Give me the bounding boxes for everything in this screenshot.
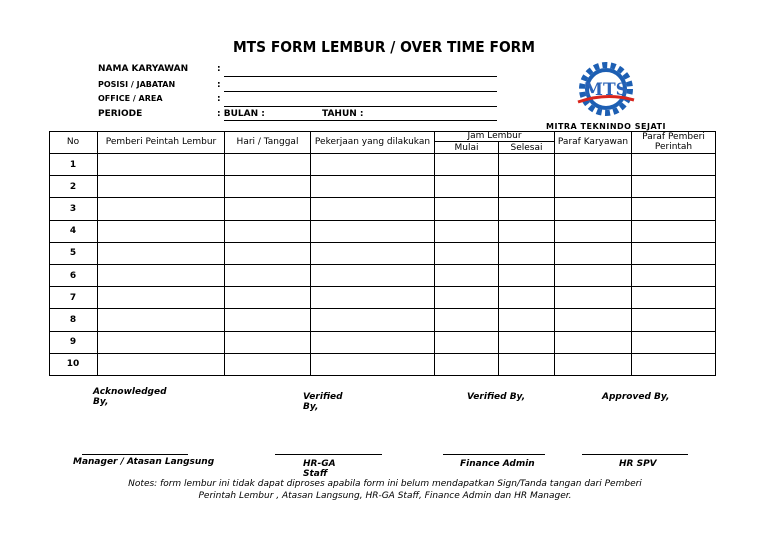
- row-pemberi-cell[interactable]: [98, 265, 225, 287]
- row-pekerjaan-cell[interactable]: [311, 221, 435, 243]
- tahun-label: TAHUN :: [322, 109, 364, 119]
- row-paraf-karyawan-cell[interactable]: [555, 221, 632, 243]
- row-no: 7: [49, 287, 98, 309]
- row-paraf-karyawan-cell[interactable]: [555, 265, 632, 287]
- office-area-field[interactable]: [224, 106, 497, 107]
- posisi-colon: :: [217, 80, 221, 90]
- row-pemberi-cell[interactable]: [98, 354, 225, 376]
- row-paraf-karyawan-cell[interactable]: [555, 332, 632, 354]
- row-paraf-pemberi-cell[interactable]: [632, 243, 716, 265]
- manager-label: Manager / Atasan Langsung: [73, 457, 215, 467]
- row-hari-cell[interactable]: [225, 309, 311, 331]
- row-pekerjaan-cell[interactable]: [311, 243, 435, 265]
- row-pekerjaan-cell[interactable]: [311, 332, 435, 354]
- row-paraf-pemberi-cell[interactable]: [632, 332, 716, 354]
- row-hari-cell[interactable]: [225, 287, 311, 309]
- row-paraf-pemberi-cell[interactable]: [632, 354, 716, 376]
- row-no: 8: [49, 309, 98, 331]
- row-mulai-cell[interactable]: [435, 309, 499, 331]
- office-area-label: OFFICE / AREA: [98, 94, 163, 103]
- row-pekerjaan-cell[interactable]: [311, 309, 435, 331]
- overtime-table: [49, 131, 716, 376]
- row-pekerjaan-cell[interactable]: [311, 354, 435, 376]
- row-pemberi-cell[interactable]: [98, 176, 225, 198]
- hrga-signature-line[interactable]: [275, 454, 382, 455]
- row-paraf-karyawan-cell[interactable]: [555, 354, 632, 376]
- row-paraf-karyawan-cell[interactable]: [555, 309, 632, 331]
- nama-karyawan-field[interactable]: [224, 76, 497, 77]
- form-title: MTS FORM LEMBUR / OVER TIME FORM: [232, 38, 536, 56]
- posisi-jabatan-label: POSISI / JABATAN: [98, 80, 176, 89]
- header-paraf-karyawan: Paraf Karyawan: [555, 131, 632, 154]
- row-paraf-pemberi-cell[interactable]: [632, 265, 716, 287]
- row-no: 4: [49, 221, 98, 243]
- periode-label: PERIODE: [98, 109, 143, 119]
- notes-line-2: Perintah Lembur , Atasan Langsung, HR-GA Staff, Finance Admin dan HR Manager.: [198, 491, 572, 501]
- row-pemberi-cell[interactable]: [98, 243, 225, 265]
- office-colon: :: [217, 94, 221, 104]
- row-selesai-cell[interactable]: [499, 309, 555, 331]
- row-no: 10: [49, 354, 98, 376]
- row-pekerjaan-cell[interactable]: [311, 198, 435, 220]
- row-selesai-cell[interactable]: [499, 354, 555, 376]
- hr-spv-label: HR SPV: [619, 459, 657, 469]
- approved-by-label: Approved By,: [602, 392, 670, 402]
- hrspv-signature-line[interactable]: [582, 454, 688, 455]
- row-hari-cell[interactable]: [225, 221, 311, 243]
- row-pekerjaan-cell[interactable]: [311, 265, 435, 287]
- row-no: 9: [49, 332, 98, 354]
- row-paraf-pemberi-cell[interactable]: [632, 287, 716, 309]
- row-paraf-pemberi-cell[interactable]: [632, 154, 716, 176]
- row-mulai-cell[interactable]: [435, 332, 499, 354]
- row-no: 3: [49, 198, 98, 220]
- row-no: 1: [49, 154, 98, 176]
- row-pekerjaan-cell[interactable]: [311, 287, 435, 309]
- row-selesai-cell[interactable]: [499, 221, 555, 243]
- row-pemberi-cell[interactable]: [98, 332, 225, 354]
- row-paraf-karyawan-cell[interactable]: [555, 176, 632, 198]
- row-mulai-cell[interactable]: [435, 154, 499, 176]
- header-pekerjaan: Pekerjaan yang dilakukan: [311, 131, 435, 154]
- row-hari-cell[interactable]: [225, 243, 311, 265]
- row-mulai-cell[interactable]: [435, 221, 499, 243]
- row-selesai-cell[interactable]: [499, 198, 555, 220]
- row-paraf-karyawan-cell[interactable]: [555, 243, 632, 265]
- posisi-jabatan-field[interactable]: [224, 91, 497, 92]
- row-paraf-karyawan-cell[interactable]: [555, 287, 632, 309]
- row-pemberi-cell[interactable]: [98, 287, 225, 309]
- hrga-staff-label: HR-GA Staff: [303, 459, 336, 479]
- row-paraf-karyawan-cell[interactable]: [555, 198, 632, 220]
- row-paraf-pemberi-cell[interactable]: [632, 198, 716, 220]
- row-mulai-cell[interactable]: [435, 287, 499, 309]
- row-hari-cell[interactable]: [225, 265, 311, 287]
- row-pemberi-cell[interactable]: [98, 154, 225, 176]
- row-selesai-cell[interactable]: [499, 332, 555, 354]
- row-selesai-cell[interactable]: [499, 176, 555, 198]
- row-selesai-cell[interactable]: [499, 287, 555, 309]
- gear-icon: [572, 62, 640, 118]
- logo-caption: MITRA TEKNINDO SEJATI: [546, 122, 666, 131]
- row-hari-cell[interactable]: [225, 354, 311, 376]
- manager-signature-line[interactable]: [82, 454, 188, 455]
- header-no: No: [49, 131, 98, 154]
- header-selesai: Selesai: [499, 142, 555, 154]
- row-hari-cell[interactable]: [225, 332, 311, 354]
- row-hari-cell[interactable]: [225, 154, 311, 176]
- header-mulai: Mulai: [435, 142, 499, 154]
- finance-admin-label: Finance Admin: [460, 459, 535, 469]
- row-pemberi-cell[interactable]: [98, 221, 225, 243]
- notes-line-1: Notes: form lembur ini tidak dapat diproses apabila form ini belum mendapatkan Sign/Tanda tangan dari Pemberi: [128, 479, 642, 489]
- row-pekerjaan-cell[interactable]: [311, 176, 435, 198]
- row-no: 6: [49, 265, 98, 287]
- row-mulai-cell[interactable]: [435, 176, 499, 198]
- verified-by-label-1: Verified By,: [303, 392, 343, 412]
- mts-logo: [572, 62, 640, 118]
- nama-karyawan-label: NAMA KARYAWAN: [98, 64, 189, 74]
- header-hari: Hari / Tanggal: [225, 131, 311, 154]
- row-pekerjaan-cell[interactable]: [311, 154, 435, 176]
- row-mulai-cell[interactable]: [435, 198, 499, 220]
- row-mulai-cell[interactable]: [435, 265, 499, 287]
- row-no: 5: [49, 243, 98, 265]
- header-paraf-pemberi: Paraf Pemberi Perintah: [632, 131, 716, 154]
- bulan-label: : BULAN :: [217, 109, 265, 119]
- row-selesai-cell[interactable]: [499, 243, 555, 265]
- nama-colon: :: [217, 64, 221, 74]
- row-pemberi-cell[interactable]: [98, 198, 225, 220]
- periode-field[interactable]: [224, 120, 497, 121]
- row-paraf-pemberi-cell[interactable]: [632, 176, 716, 198]
- row-hari-cell[interactable]: [225, 198, 311, 220]
- row-no: 2: [49, 176, 98, 198]
- row-hari-cell[interactable]: [225, 176, 311, 198]
- row-selesai-cell[interactable]: [499, 154, 555, 176]
- row-selesai-cell[interactable]: [499, 265, 555, 287]
- logo-text: MTS: [584, 80, 628, 100]
- acknowledged-by-label: Acknowledged By,: [93, 387, 167, 407]
- row-mulai-cell[interactable]: [435, 243, 499, 265]
- row-pemberi-cell[interactable]: [98, 309, 225, 331]
- row-paraf-pemberi-cell[interactable]: [632, 309, 716, 331]
- row-paraf-pemberi-cell[interactable]: [632, 221, 716, 243]
- header-jam-lembur: Jam Lembur: [435, 131, 555, 142]
- row-paraf-karyawan-cell[interactable]: [555, 154, 632, 176]
- header-pemberi: Pemberi Peintah Lembur: [98, 131, 225, 154]
- verified-by-label-2: Verified By,: [467, 392, 526, 402]
- row-mulai-cell[interactable]: [435, 354, 499, 376]
- finance-signature-line[interactable]: [443, 454, 545, 455]
